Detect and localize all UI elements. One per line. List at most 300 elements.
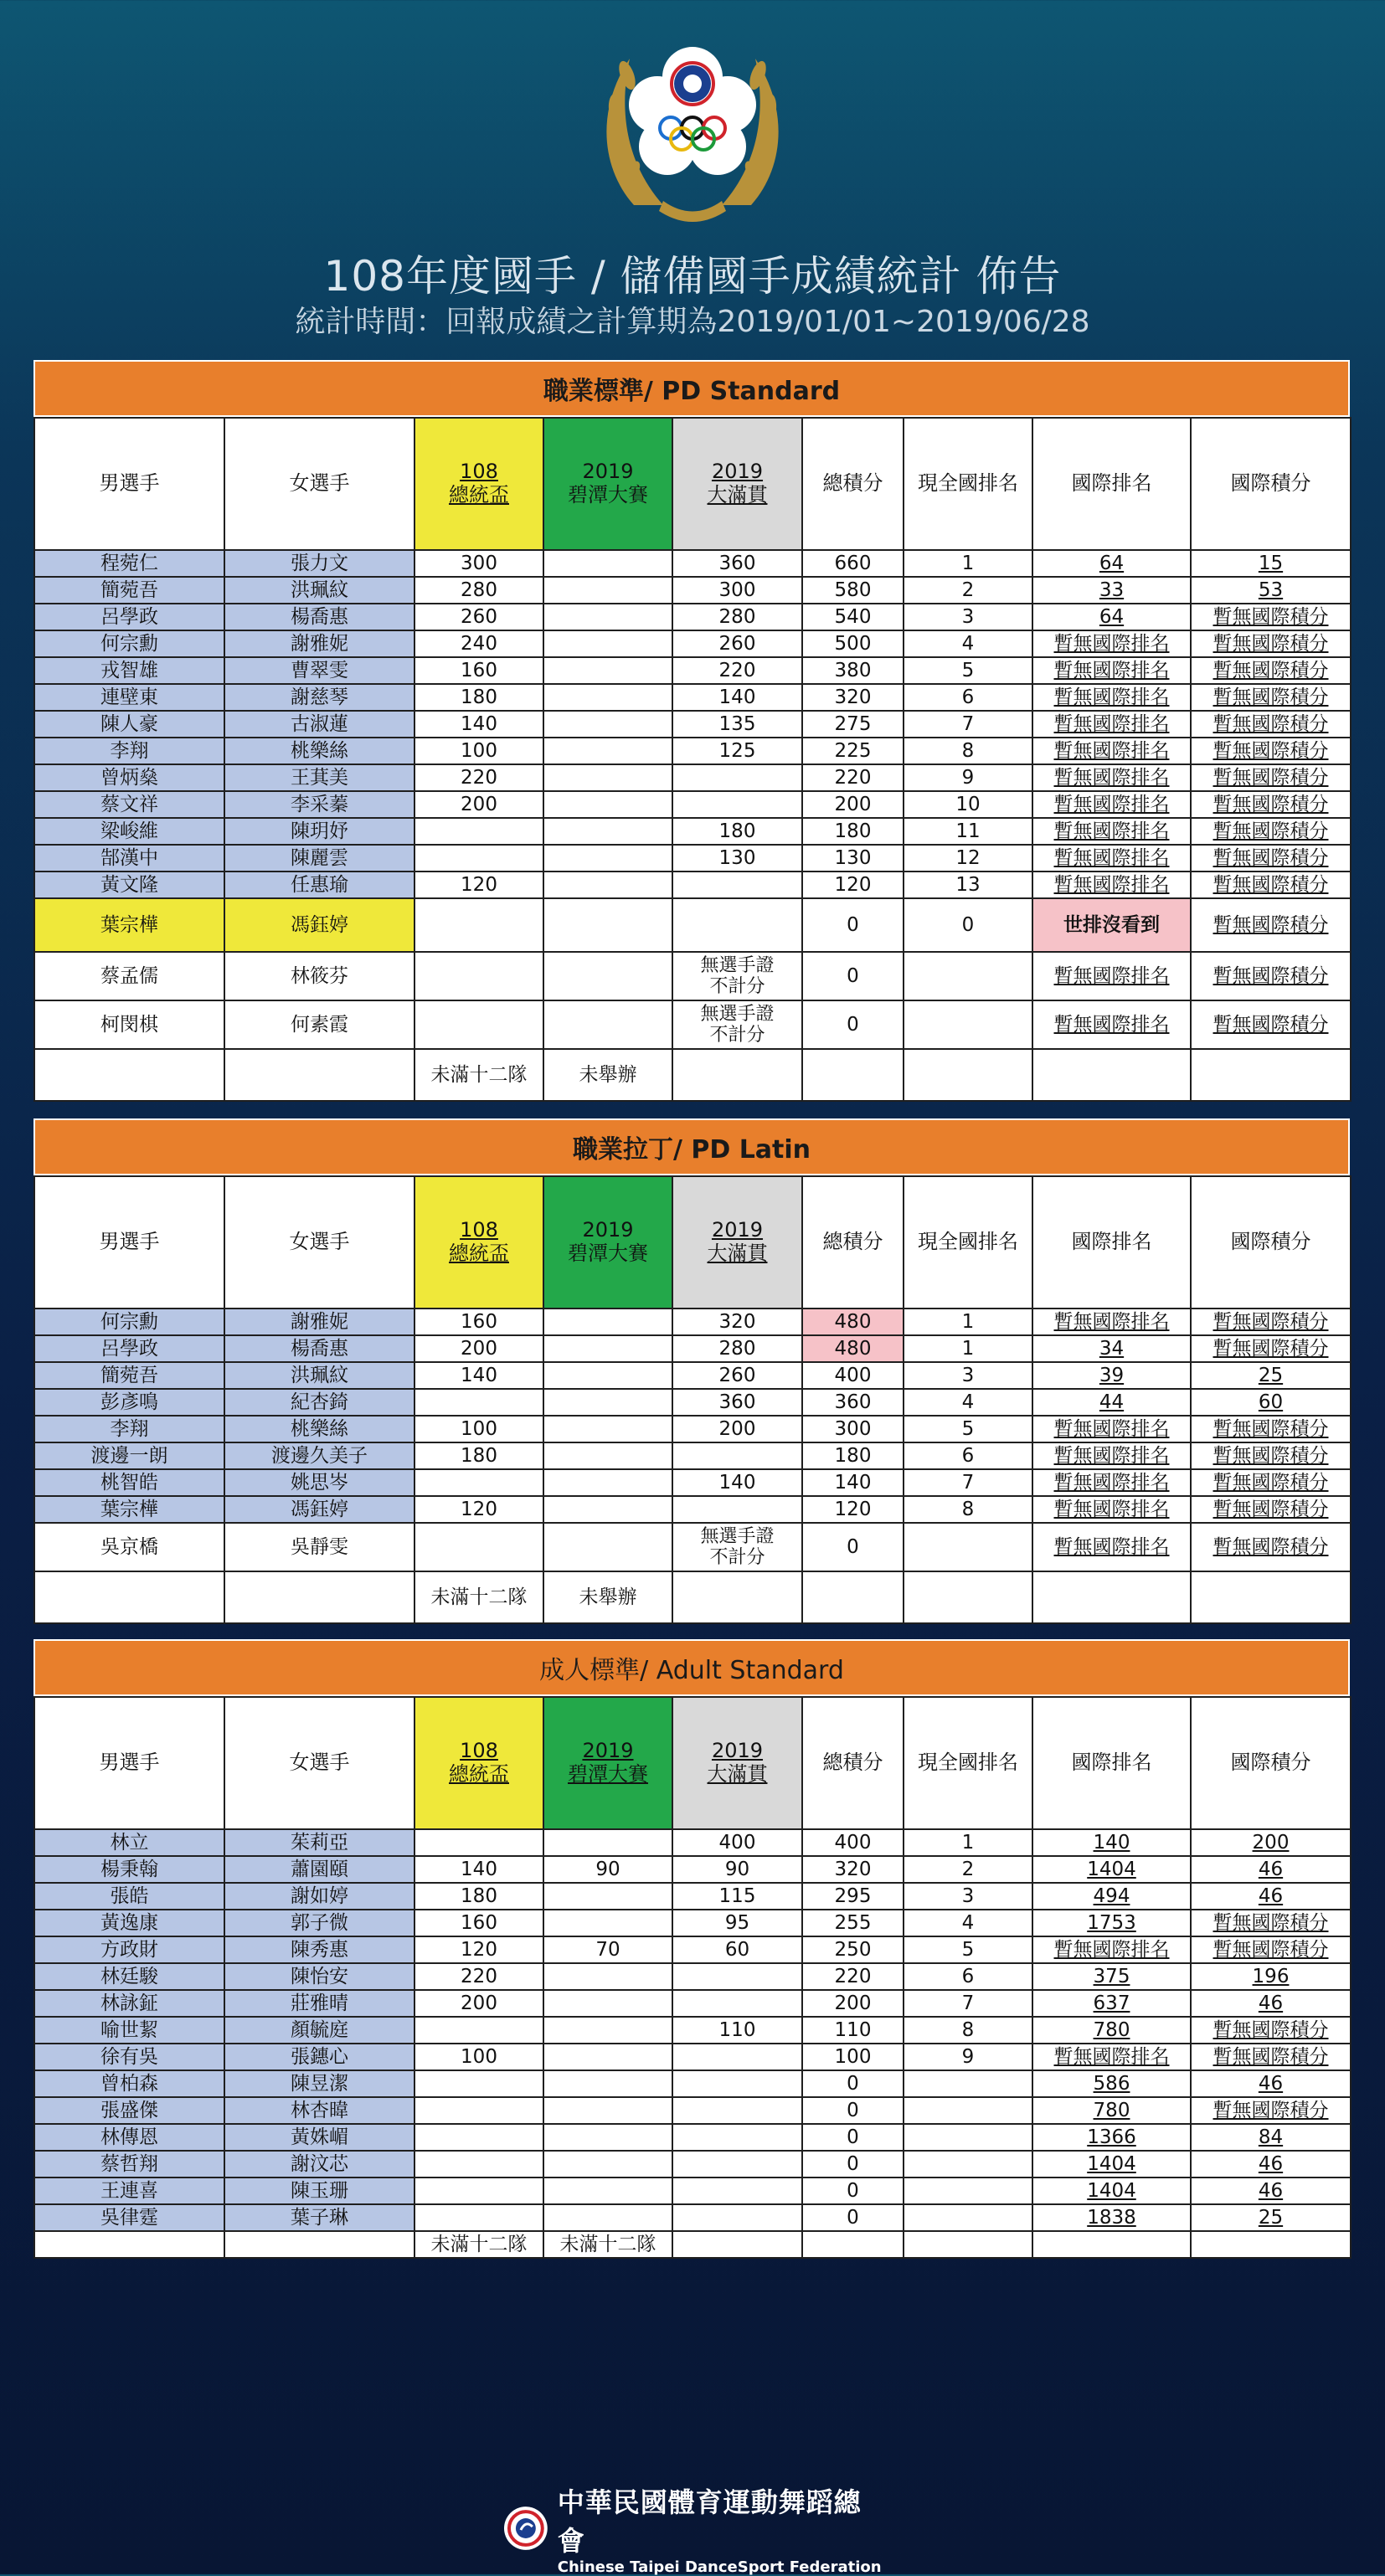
column-header [34,418,224,550]
cell-value: 暫無國際積分 [1213,659,1329,681]
table-cell [224,791,414,818]
cell-value: 6 [961,686,975,708]
table-cell [802,898,904,952]
table-cell [1032,2124,1191,2151]
cell-value: 馮鈺婷 [291,913,348,936]
table-cell [904,630,1032,657]
table-cell [904,1309,1032,1335]
cell-value: 200 [461,1992,497,2014]
column-header-label: 國際排名 [1071,471,1152,496]
cell-value: 0 [847,964,859,987]
cell-value: 220 [461,1965,497,1987]
cell-value: 0 [961,913,975,936]
table-cell [34,2044,224,2070]
table-row [34,630,1351,657]
table-cell [1032,550,1191,577]
cell-value: 戎智雄 [100,659,158,681]
cell-value: 400 [718,1831,756,1854]
table-cell [414,1049,543,1101]
table-cell [1191,738,1351,764]
column-header [672,1697,802,1829]
cell-value: 暫無國際積分 [1213,913,1329,936]
table-cell [34,818,224,845]
cell-value: 不計分 [709,1547,765,1568]
table-cell [1032,1389,1191,1416]
table-cell [672,2097,802,2124]
table-cell [672,1990,802,2017]
table-cell [543,1335,672,1362]
table-cell [1191,2070,1351,2097]
table-cell [904,2151,1032,2178]
column-header-label: 2019 [711,1739,764,1763]
table-cell [414,1856,543,1883]
cell-value: 196 [1252,1965,1290,1987]
cell-value: 林詠鉦 [100,1992,158,2014]
cell-value: 160 [461,1310,497,1333]
cell-value: 494 [1093,1884,1130,1907]
cell-value: 180 [834,820,872,842]
table-cell [224,684,414,711]
cell-value: 180 [461,1884,497,1907]
cell-value: 暫無國際積分 [1213,964,1329,987]
cell-value: 44 [1099,1391,1125,1413]
table-cell [34,1571,224,1623]
table-cell [1032,898,1191,952]
table-footer-row [34,1571,1351,1623]
table-cell [1191,1910,1351,1936]
table-cell [1032,577,1191,604]
table-cell [1191,550,1351,577]
cell-value: 簡菀吾 [100,578,158,601]
table-cell [414,1416,543,1442]
cell-value: 連壁東 [100,686,158,708]
table-cell [1191,657,1351,684]
table-cell [224,738,414,764]
cell-value: 暫無國際積分 [1213,793,1329,815]
cell-value: 180 [834,1444,872,1467]
table-cell [904,845,1032,872]
table-cell [414,872,543,898]
table-cell [1032,1309,1191,1335]
table-cell [414,2204,543,2231]
table-cell [414,952,543,1000]
cell-value: 3 [961,605,975,628]
cell-value: 0 [847,2152,859,2175]
section-title: 職業拉丁/ PD Latin [33,1118,1350,1175]
cell-value: 120 [461,873,497,896]
cell-value: 張力文 [291,552,348,574]
table-cell [224,872,414,898]
table-cell [414,898,543,952]
table-cell [34,2070,224,2097]
cell-value: 世排沒看到 [1063,913,1160,936]
table-cell [224,764,414,791]
table-cell [1191,604,1351,630]
table-cell [414,1523,543,1571]
table-cell [224,1309,414,1335]
table-cell [672,684,802,711]
cell-value: 64 [1099,605,1125,628]
cell-value: 200 [461,793,497,815]
table-cell [543,1883,672,1910]
cell-value: 60 [724,1938,750,1961]
table-cell [34,1883,224,1910]
cell-value: 何宗勳 [100,1310,158,1333]
table-cell [543,2204,672,2231]
table-cell [802,1000,904,1049]
table-row [34,2178,1351,2204]
table-row [34,1856,1351,1883]
cell-value: 暫無國際積分 [1213,1938,1329,1961]
cell-value: 渡邊一朗 [90,1444,168,1467]
table-cell [34,711,224,738]
table-cell [802,2070,904,2097]
cell-value: 張鏸心 [291,2045,348,2068]
column-header-label: 108 [460,1218,498,1242]
table-cell [1191,1049,1351,1101]
table-cell [672,2070,802,2097]
table-cell [1191,1362,1351,1389]
table-row [34,604,1351,630]
cell-value: 無選手證 [700,954,775,976]
table-cell [414,1936,543,1963]
table-cell [904,1883,1032,1910]
column-header [543,418,672,550]
cell-value: 320 [834,686,872,708]
table-cell [543,550,672,577]
cell-value: 暫無國際排名 [1053,659,1170,681]
table-cell [802,1389,904,1416]
cell-value: 4 [961,1391,975,1413]
table-cell [414,1309,543,1335]
table-cell [543,818,672,845]
cell-value: 葉子琳 [291,2206,348,2229]
table-cell [1032,1856,1191,1883]
cell-value: 637 [1093,1992,1130,2014]
table-cell [672,845,802,872]
table-cell [224,1496,414,1523]
cell-value: 34 [1099,1337,1125,1360]
table-cell [672,791,802,818]
table-cell [224,818,414,845]
cell-value: 暫無國際積分 [1213,846,1329,869]
table-cell [1191,684,1351,711]
column-header-label: 大滿貫 [707,1242,768,1265]
table-cell [34,1309,224,1335]
table-cell [34,738,224,764]
column-header-label: 總積分 [822,1230,883,1254]
table-cell [802,1335,904,1362]
column-header-label: 男選手 [99,1230,160,1254]
table-cell [672,1000,802,1049]
table-cell [414,2017,543,2044]
cell-value: 陳人豪 [100,712,158,735]
cell-value: 110 [718,2018,756,2041]
column-header-label: 大滿貫 [707,1762,768,1786]
table-cell [672,2178,802,2204]
cell-value: 120 [834,1498,872,1520]
table-cell [224,1442,414,1469]
table-cell [1032,738,1191,764]
table-cell [904,1990,1032,2017]
table-header-row [34,1697,1351,1829]
column-header [672,418,802,550]
column-header-label: 男選手 [99,1751,160,1775]
table-cell [802,657,904,684]
column-header-label: 現全國排名 [918,1230,1018,1254]
cell-value: 1 [961,1831,975,1854]
cell-value: 660 [834,552,872,574]
cell-value: 暫無國際積分 [1213,1444,1329,1467]
cell-value: 姚思岑 [291,1471,348,1494]
table-cell [1032,1362,1191,1389]
cell-value: 300 [834,1417,872,1440]
table-cell [802,630,904,657]
table-row [34,1469,1351,1496]
cell-value: 暫無國際積分 [1213,1337,1329,1360]
column-header-label: 國際積分 [1230,471,1311,496]
cell-value: 1404 [1087,1858,1136,1880]
table-cell [34,657,224,684]
table-cell [802,2151,904,2178]
cell-value: 程菀仁 [100,552,158,574]
table-cell [224,1829,414,1856]
cell-value: 暫無國際積分 [1213,712,1329,735]
table-cell [34,1496,224,1523]
cell-value: 暫無國際積分 [1213,2018,1329,2041]
table-cell [1191,577,1351,604]
table-cell [802,2178,904,2204]
table-cell [672,1416,802,1442]
cell-value: 260 [718,632,756,655]
table-cell [672,1963,802,1990]
cell-value: 林傳恩 [100,2126,158,2148]
table-cell [543,2151,672,2178]
table-cell [414,1496,543,1523]
table-cell [672,2017,802,2044]
cell-value: 375 [1093,1965,1130,1987]
table-cell [224,952,414,1000]
cell-value: 15 [1258,552,1284,574]
table-cell [414,1990,543,2017]
table-cell [1191,1496,1351,1523]
cell-value: 暫無國際積分 [1213,605,1329,628]
table-cell [904,2178,1032,2204]
table-cell [1191,764,1351,791]
table-cell [1032,2178,1191,2204]
table-cell [224,2151,414,2178]
table-cell [1032,1910,1191,1936]
table-cell [414,818,543,845]
table-cell [1032,952,1191,1000]
table-cell [543,1523,672,1571]
cell-value: 90 [595,1858,620,1880]
cell-value: 0 [847,2179,859,2202]
table-cell [1191,2178,1351,2204]
cell-value: 53 [1258,578,1284,601]
table-cell [543,1990,672,2017]
cell-value: 220 [834,1965,872,1987]
cell-value: 暫無國際積分 [1213,1013,1329,1036]
cell-value: 林筱芬 [291,964,348,987]
table-cell [1032,791,1191,818]
table-cell [34,1049,224,1101]
table-cell [802,1416,904,1442]
table-cell [802,1990,904,2017]
table-cell [1032,1523,1191,1571]
table-cell [414,1571,543,1623]
cell-value: 暫無國際排名 [1053,1471,1170,1494]
column-header-label: 大滿貫 [707,483,768,506]
table-cell [1191,2231,1351,2258]
table-cell [672,2124,802,2151]
cell-value: 黃逸康 [100,1911,158,1934]
cell-value: 200 [1252,1831,1290,1854]
table-cell [414,764,543,791]
cell-value: 桃樂絲 [291,739,348,762]
column-header [1191,1176,1351,1309]
table-cell [672,711,802,738]
cell-value: 暫無國際排名 [1053,964,1170,987]
table-row [34,1362,1351,1389]
cell-value: 255 [834,1911,872,1934]
cell-value: 曾炳燊 [100,766,158,789]
column-header [1191,418,1351,550]
federation-logo-icon [502,2505,549,2552]
cell-value: 6 [961,1965,975,1987]
cell-value: 90 [724,1858,750,1880]
cell-value: 暫無國際排名 [1053,1417,1170,1440]
table-cell [904,1523,1032,1571]
cell-value: 何宗勳 [100,632,158,655]
table-cell [34,630,224,657]
cell-value: 1753 [1087,1911,1136,1934]
table-cell [802,1856,904,1883]
table-cell [414,684,543,711]
section-pd-latin [33,1118,1350,1624]
cell-value: 暫無國際積分 [1213,820,1329,842]
cell-value: 何素霞 [291,1013,348,1036]
table-cell [414,577,543,604]
cell-value: 桃智皓 [100,1471,158,1494]
table-cell [34,577,224,604]
cell-value: 簡菀吾 [100,1364,158,1386]
cell-value: 王萁美 [291,766,348,789]
cell-value: 135 [718,712,756,735]
cell-value: 4 [961,632,975,655]
cell-value: 540 [834,605,872,628]
column-header-label: 現全國排名 [918,1751,1018,1775]
column-header [224,1176,414,1309]
table-cell [34,845,224,872]
table-cell [672,1571,802,1623]
table-cell [1032,2070,1191,2097]
table-cell [543,1442,672,1469]
table-cell [543,2097,672,2124]
cell-value: 180 [718,820,756,842]
table-cell [1032,1990,1191,2017]
table-cell [802,2231,904,2258]
table-cell [224,1389,414,1416]
table-cell [34,1469,224,1496]
table-row [34,1309,1351,1335]
table-cell [414,738,543,764]
table-cell [1191,818,1351,845]
table-cell [1191,2204,1351,2231]
table-cell [34,1963,224,1990]
table-cell [34,1523,224,1571]
cell-value: 暫無國際積分 [1213,2099,1329,2121]
table-cell [1032,1442,1191,1469]
cell-value: 暫無國際排名 [1053,793,1170,815]
cell-value: 200 [834,793,872,815]
cell-value: 暫無國際積分 [1213,1535,1329,1558]
cell-value: 無選手證 [700,1003,775,1025]
table-cell [904,550,1032,577]
page-title: 108年度國手 / 儲備國手成績統計 佈告 [323,252,1062,301]
cell-value: 楊喬惠 [291,1337,348,1360]
table-cell [224,1963,414,1990]
table-cell [224,577,414,604]
table-cell [543,1416,672,1442]
cell-value: 暫無國際排名 [1053,766,1170,789]
table-cell [672,1389,802,1416]
table-cell [904,1000,1032,1049]
cell-value: 160 [461,659,497,681]
cell-value: 0 [847,2099,859,2121]
section-title: 成人標準/ Adult Standard [33,1639,1350,1696]
table-cell [672,1829,802,1856]
table-cell [543,1469,672,1496]
table-cell [414,1883,543,1910]
cell-value: 黃姝嵋 [291,2126,348,2148]
table-cell [802,577,904,604]
table-cell [1191,630,1351,657]
cell-value: 暫無國際排名 [1053,1938,1170,1961]
table-cell [224,630,414,657]
table-cell [1191,1469,1351,1496]
column-header-label: 碧潭大賽 [568,483,648,506]
table-cell [802,550,904,577]
table-cell [904,1571,1032,1623]
cell-value: 莊雅晴 [291,1992,348,2014]
table-cell [1032,1335,1191,1362]
cell-value: 580 [834,578,872,601]
table-cell [672,1309,802,1335]
table-cell [414,2070,543,2097]
table-cell [904,2044,1032,2070]
table-cell [224,1910,414,1936]
table-cell [1032,657,1191,684]
cell-value: 500 [834,632,872,655]
table-cell [224,845,414,872]
table-cell [34,2204,224,2231]
table-cell [34,1442,224,1469]
cell-value: 暫無國際積分 [1213,1471,1329,1494]
score-table [33,1696,1352,2259]
table-cell [414,2044,543,2070]
cell-value: 280 [461,578,497,601]
cell-value: 暫無國際排名 [1053,1444,1170,1467]
table-cell [672,872,802,898]
cell-value: 不計分 [709,1025,765,1046]
cell-value: 陳玥妤 [291,820,348,842]
table-cell [904,657,1032,684]
table-cell [543,2124,672,2151]
cell-value: 0 [847,2126,859,2148]
table-cell [543,898,672,952]
table-cell [414,1389,543,1416]
